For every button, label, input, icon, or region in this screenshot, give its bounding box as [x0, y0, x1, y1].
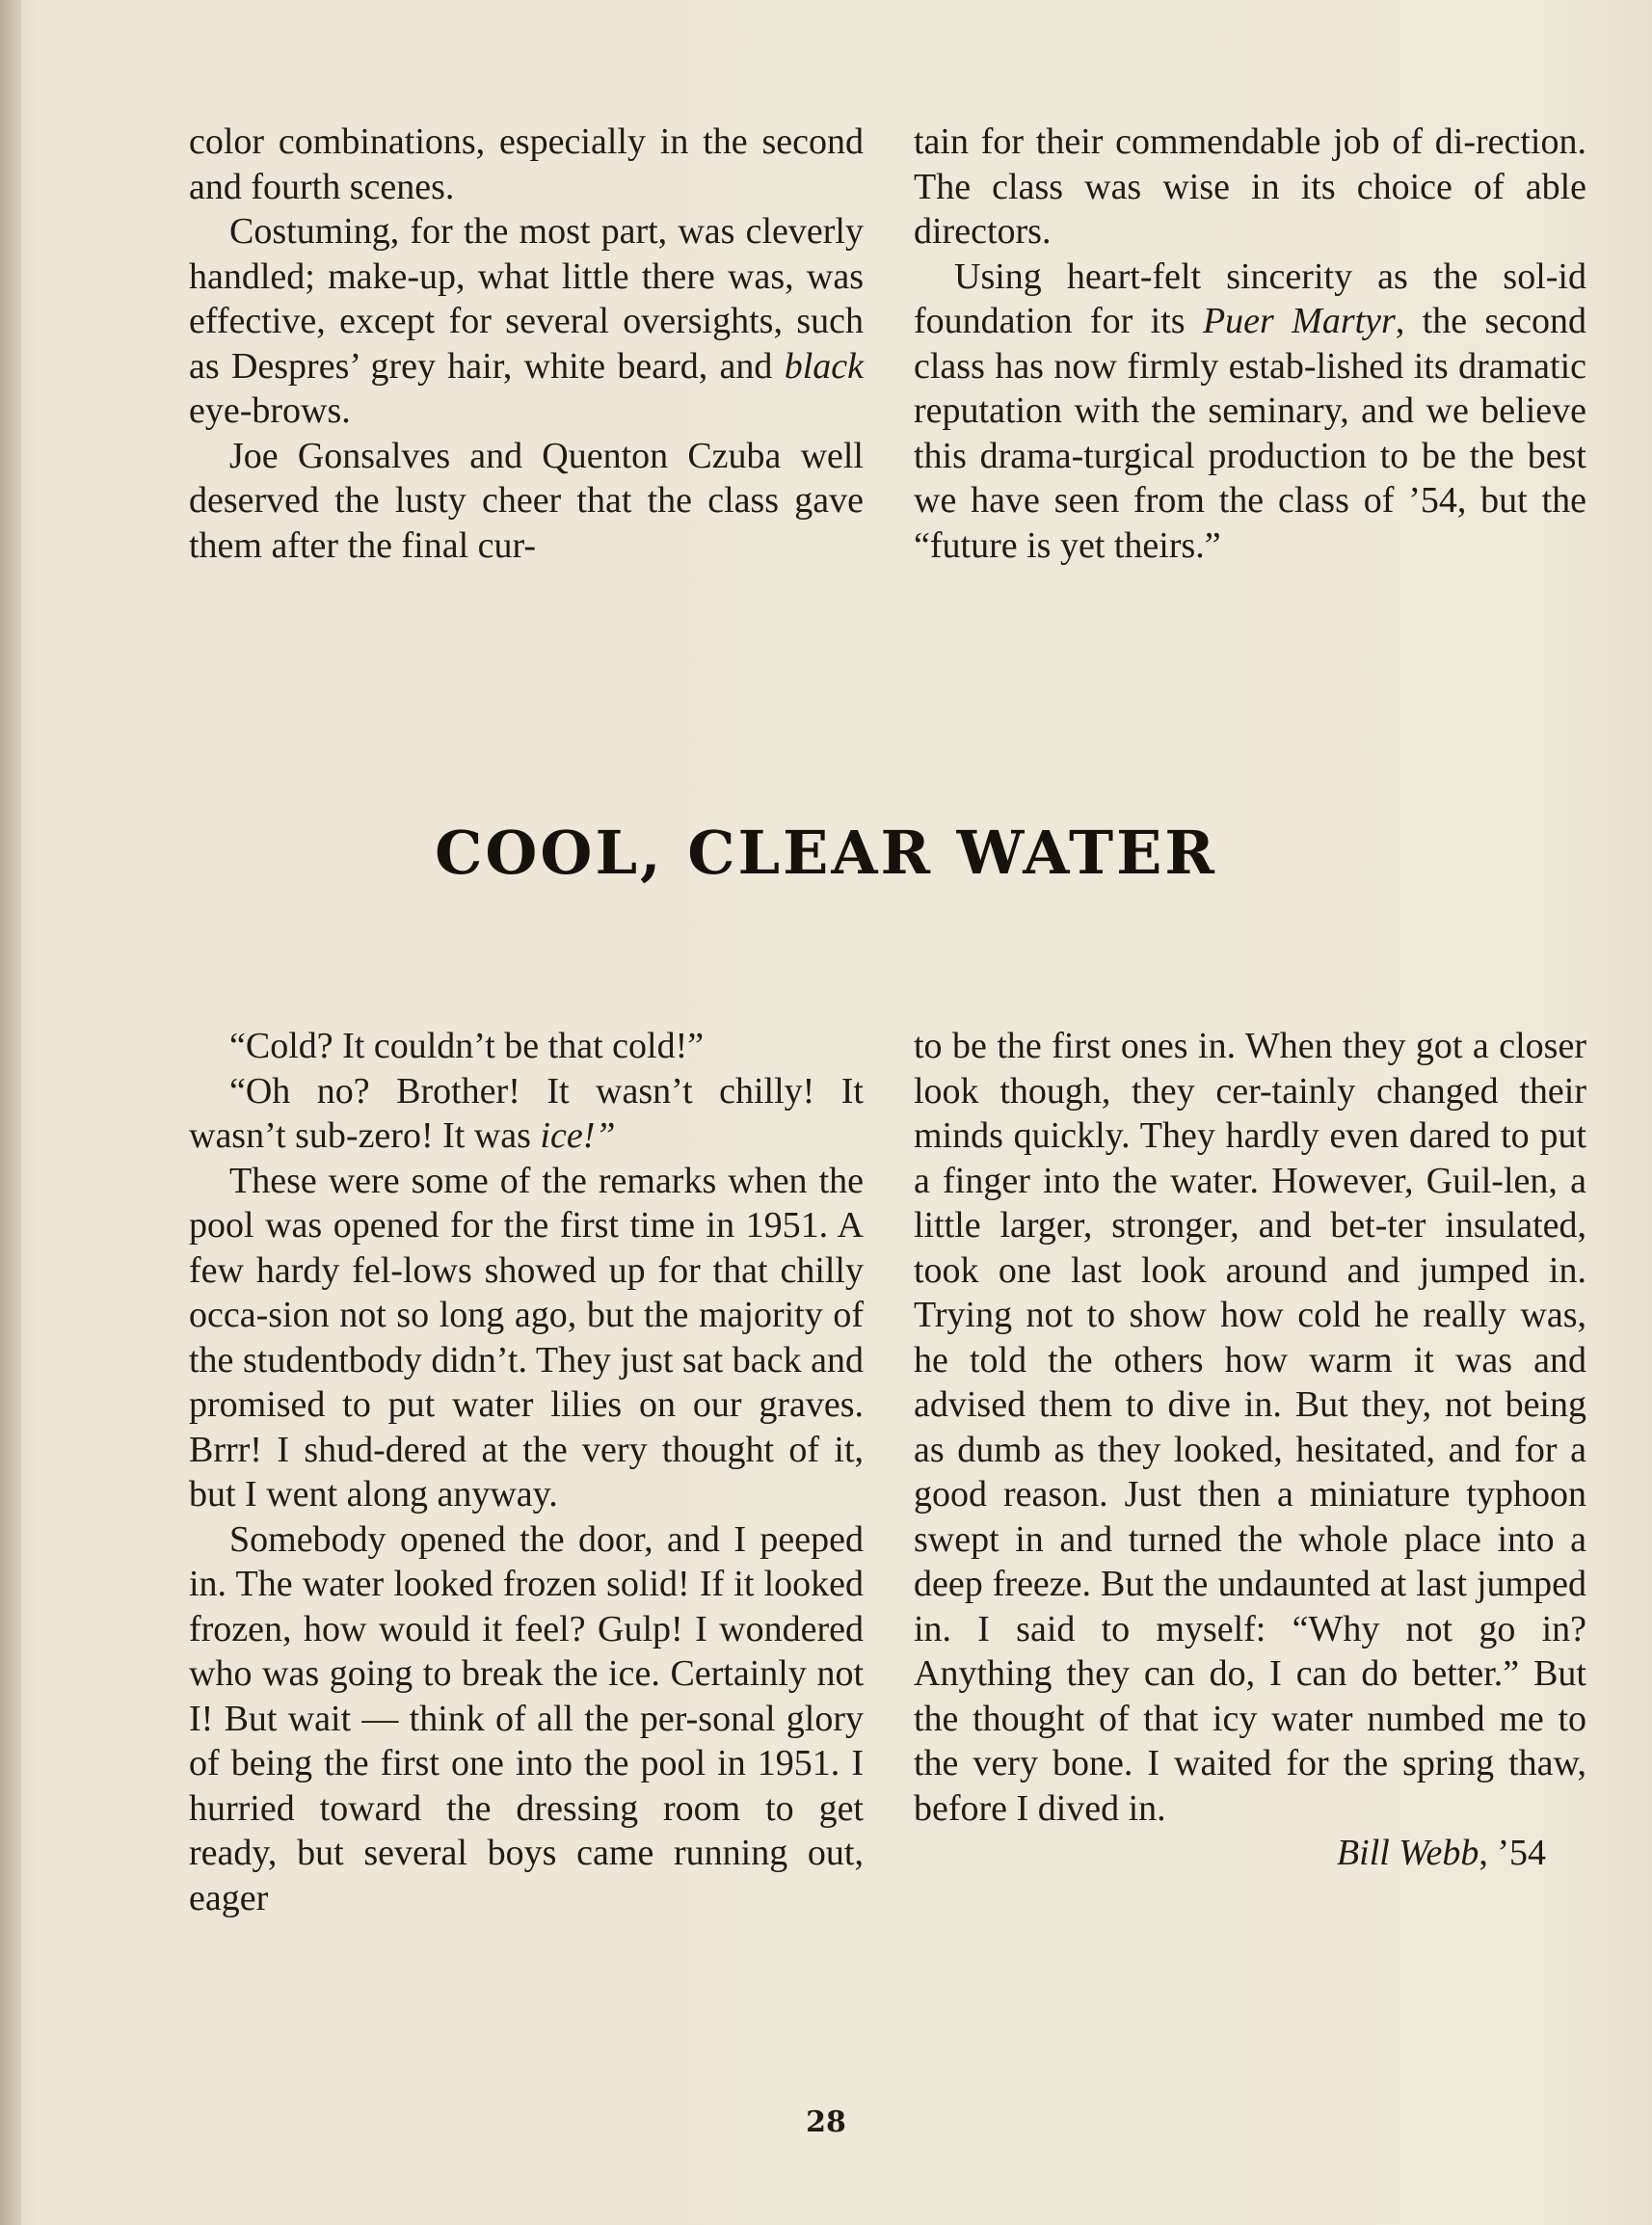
top-right-column [914, 120, 1586, 568]
bottom-left-column [189, 1024, 864, 1920]
text-run: Using heart-felt sincerity as the sol-id foundation for its [914, 255, 1586, 341]
emphasis: black [784, 345, 864, 387]
paragraph: Somebody opened the door, and I peeped in. The water looked frozen solid! If it looked frozen, how would it feel? Gulp! I wondered who was going to break the ice. Certainly not I! But wait — think of all the per-sonal glory of being the first one into the pool in 1951. I hurried toward the dressing room to get ready, but several boys came running out, eager [189, 1518, 864, 1918]
text-run: “Oh no? Brother! It wasn’t chilly! It wasn’t sub-zero! It was [189, 1070, 864, 1156]
paragraph: Joe Gonsalves and Quenton Czuba well deserved the lusty cheer that the class gave them after the final cur- [189, 435, 864, 566]
paragraph-costuming [189, 209, 864, 434]
author-class: , ’54 [1479, 1833, 1546, 1873]
paragraph: These were some of the remarks when the pool was opened for the first time in 1951. A few hardy fel-lows showed up for that chilly occa-sion not so long ago, but the majority of the studentbody didn’t. They just sat back and promised to put water lilies on our graves. Brrr! I shud-dered at the very thought of it, but I went along anyway. [189, 1160, 864, 1515]
paragraph: to be the first ones in. When they got a closer look though, they cer-tainly changed their minds quickly. They hardly even dared to put a finger into the water. However, Guil-len, a little larger, stronger, and bet-ter insulated, took one last look around and jumped in. Trying not to show how cold he really was, he told the others how warm it was and advised them to dive in. But they, not being as dumb as they looked, hesitated, and for a good reason. Just then a miniature typhoon swept in and turned the whole place into a deep freeze. But the undaunted at last jumped in. I said to myself: “Why not go in? Anything they can do, I can do better.” But the thought of that icy water numbed me to the very bone. I waited for the spring thaw, before I dived in. [914, 1026, 1586, 1829]
page-number: 28 [806, 2105, 846, 2139]
top-left-column [189, 120, 864, 568]
emphasis: Puer Martyr [1202, 301, 1396, 341]
paragraph: “Cold? It couldn’t be that cold!” [229, 1026, 705, 1066]
paragraph-sincerity [914, 255, 1586, 569]
text-run: eye-brows. [189, 390, 351, 431]
emphasis: ice!” [540, 1115, 616, 1156]
paragraph-ice [189, 1069, 864, 1159]
author-name: Bill Webb [1336, 1833, 1479, 1873]
paragraph: color combinations, especially in the second and fourth scenes. [189, 121, 864, 207]
text-run: , the second class has now firmly estab-lished its dramatic reputation with the seminary, and we believe this drama-turgical production to be the best we have seen from the class of ’54, but the “future is yet theirs.” [914, 301, 1586, 566]
byline [914, 1831, 1586, 1876]
article-title: COOL, CLEAR WATER [435, 818, 1217, 888]
text-run: Costuming, for the most part, was cleverly handled; make-up, what little there was, was effective, except for several oversights, such as Despres’ grey hair, white beard, and [189, 211, 864, 387]
page-gutter [0, 0, 21, 2225]
bottom-right-column [914, 1024, 1586, 1876]
paragraph: tain for their commendable job of di-rection. The class was wise in its choice of able directors. [914, 121, 1586, 252]
